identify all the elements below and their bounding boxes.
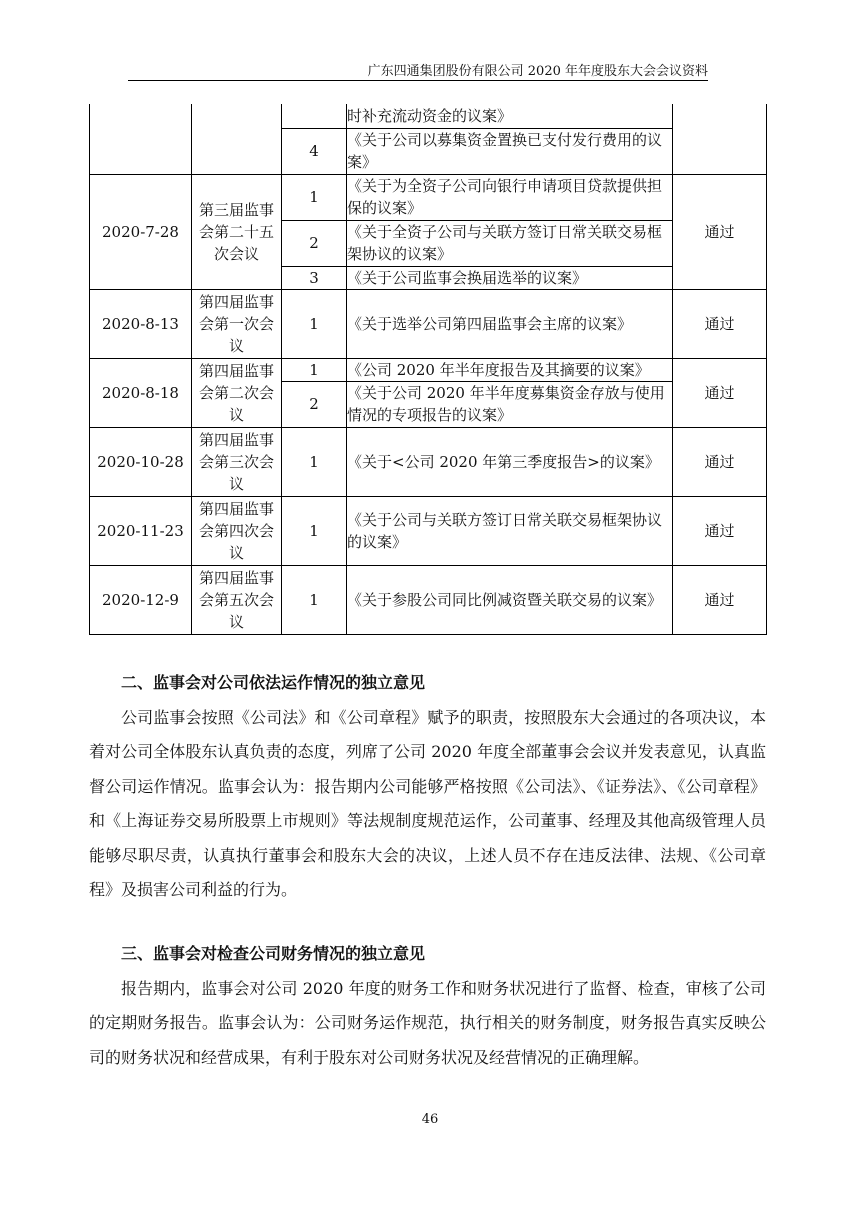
- table-row: [90, 358, 767, 381]
- item-number: 2: [282, 381, 347, 427]
- item-number: 1: [282, 174, 347, 220]
- result-cell: 通过: [673, 427, 767, 496]
- result-cell: 通过: [673, 358, 767, 427]
- proposal-cell: 《关于公司与关联方签订日常关联交易框架协议的议案》: [347, 496, 673, 565]
- item-number: 1: [282, 496, 347, 565]
- table-row: [90, 496, 767, 565]
- section-2-heading: 二、监事会对公司依法运作情况的独立意见: [121, 673, 426, 692]
- header-title: 广东四通集团股份有限公司 2020 年年度股东大会会议资料: [367, 64, 708, 79]
- proposal-cell: 《公司 2020 年半年度报告及其摘要的议案》: [347, 358, 673, 381]
- item-number: [282, 104, 347, 128]
- date-cell: 2020-8-18: [90, 358, 192, 427]
- proposal-cell: 《关于公司以募集资金置换已支付发行费用的议案》: [347, 128, 673, 174]
- section-3-body: 报告期内，监事会对公司 2020 年度的财务工作和财务状况进行了监督、检查，审核了公司的定期财务报告。监事会认为：公司财务运作规范，执行相关的财务制度，财务报告真实反映公司的财务状况和经营成果，有利于股东对公司财务状况及经营情况的正确理解。: [89, 978, 766, 1067]
- section-2-body: 公司监事会按照《公司法》和《公司章程》赋予的职责，按照股东大会通过的各项决议，本着对公司全体股东认真负责的态度，列席了公司 2020 年度全部董事会会议并发表意见，认真监督公司运作情况。监事会认为：报告期内公司能够严格按照《公司法》、《证券法》、《公司章程》和《上海证券交易所股票上市规则》等法规制度规范运作，公司董事、经理及其他高级管理人员能够尽职尽责，认真执行董事会和股东大会的决议，上述人员不存在违反法律、法规、《公司章程》及损害公司利益的行为。: [89, 707, 766, 899]
- proposal-cell: 《关于<公司 2020 年第三季度报告>的议案》: [347, 427, 673, 496]
- item-number: 1: [282, 289, 347, 358]
- meeting-cell: 第四届监事会第三次会议: [192, 427, 282, 496]
- table-row: [90, 427, 767, 496]
- meeting-cell: 第四届监事会第一次会议: [192, 289, 282, 358]
- proposal-cell: 时补充流动资金的议案》: [347, 104, 673, 128]
- proposal-cell: 《关于公司监事会换届选举的议案》: [347, 266, 673, 289]
- date-cell: [90, 104, 192, 174]
- item-number: 3: [282, 266, 347, 289]
- proposal-cell: 《关于全资子公司与关联方签订日常关联交易框架协议的议案》: [347, 220, 673, 266]
- item-number: 1: [282, 358, 347, 381]
- proposal-cell: 《关于选举公司第四届监事会主席的议案》: [347, 289, 673, 358]
- date-cell: 2020-7-28: [90, 174, 192, 289]
- meeting-table: [89, 104, 767, 635]
- result-cell: 通过: [673, 174, 767, 289]
- result-cell: [673, 104, 767, 174]
- item-number: 2: [282, 220, 347, 266]
- table-row: [90, 104, 767, 128]
- proposal-cell: 《关于参股公司同比例减资暨关联交易的议案》: [347, 565, 673, 634]
- meeting-cell: 第四届监事会第五次会议: [192, 565, 282, 634]
- item-number: 1: [282, 427, 347, 496]
- table-row: [90, 289, 767, 358]
- result-cell: 通过: [673, 496, 767, 565]
- section-3-heading: 三、监事会对检查公司财务情况的独立意见: [121, 944, 426, 963]
- section-3: [89, 937, 766, 1075]
- section-2: [89, 666, 766, 908]
- page-header: [128, 58, 708, 81]
- meeting-cell: [192, 104, 282, 174]
- date-cell: 2020-8-13: [90, 289, 192, 358]
- meeting-cell: 第三届监事会第二十五次会议: [192, 174, 282, 289]
- date-cell: 2020-11-23: [90, 496, 192, 565]
- table-row: [90, 174, 767, 220]
- proposal-cell: 《关于为全资子公司向银行申请项目贷款提供担保的议案》: [347, 174, 673, 220]
- date-cell: 2020-12-9: [90, 565, 192, 634]
- proposal-cell: 《关于公司 2020 年半年度募集资金存放与使用情况的专项报告的议案》: [347, 381, 673, 427]
- meeting-cell: 第四届监事会第四次会议: [192, 496, 282, 565]
- table-row: [90, 565, 767, 634]
- page-number: 46: [421, 1112, 439, 1127]
- result-cell: 通过: [673, 565, 767, 634]
- meeting-cell: 第四届监事会第二次会议: [192, 358, 282, 427]
- item-number: 1: [282, 565, 347, 634]
- item-number: 4: [282, 128, 347, 174]
- date-cell: 2020-10-28: [90, 427, 192, 496]
- result-cell: 通过: [673, 289, 767, 358]
